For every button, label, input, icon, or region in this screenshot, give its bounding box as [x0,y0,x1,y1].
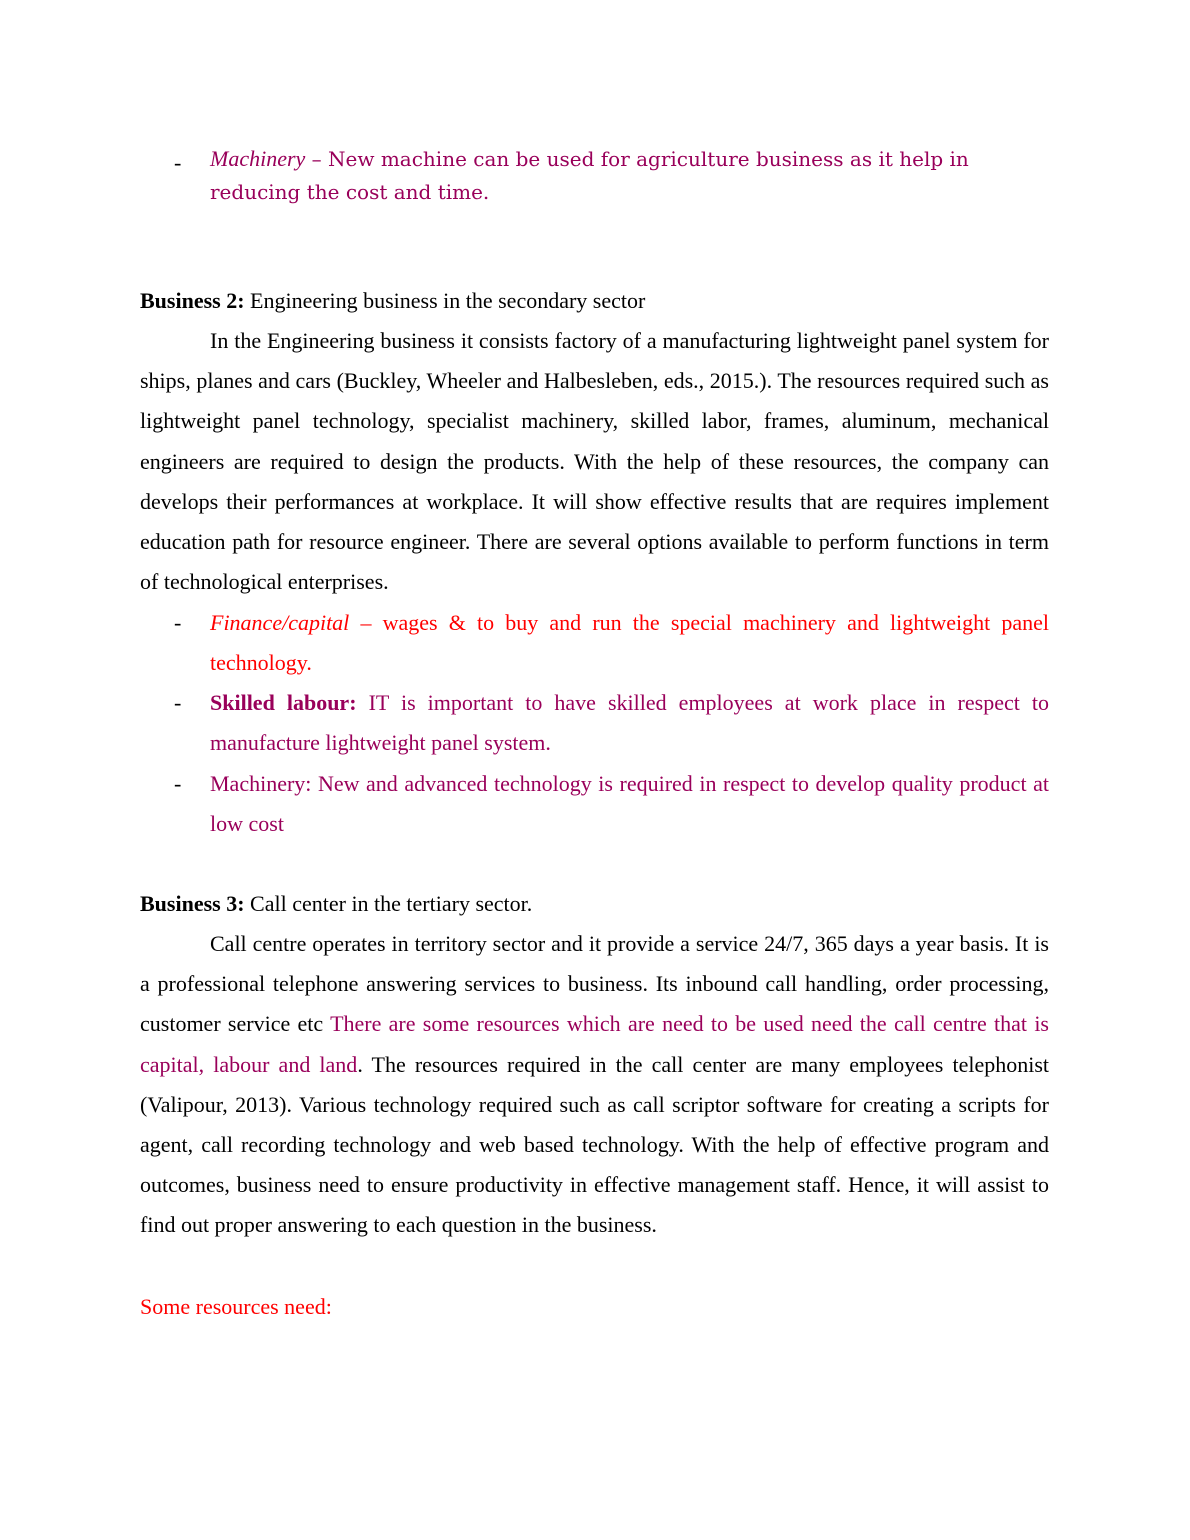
resources-heading [140,1287,1049,1327]
list-item-text [210,143,1049,208]
list-item-finance-capital [174,603,1049,683]
list-item-machinery-agriculture [174,143,1049,208]
list-item-text [210,764,1049,844]
business-3-paragraph-text [140,924,1049,1246]
resources-heading-text: Some resources need: [140,1294,332,1319]
business-2-title: Engineering business in the secondary sector [244,288,646,313]
business-2-heading [140,281,1049,321]
list-item-term: Machinery [210,146,306,171]
list-item-body: – New machine can be used for agriculture business as it help in reducing the cost and time. [210,147,969,204]
business-3-heading [140,884,1049,924]
list-item-body: Machinery: New and advanced technology is required in respect to develop quality product at low cost [210,771,1049,837]
list-item-skilled-labour [174,683,1049,763]
business-2-paragraph [140,321,1049,602]
list-item-term: Finance/capital [210,610,350,635]
business-3-title: Call center in the tertiary sector. [244,891,533,916]
business-3-paragraph [140,924,1049,1246]
business-3-paragraph-part-1: Call centre operates in territory sector and it provide a service 24/7, 365 days a year basis. It is a professional telephone answering services to business. Its inbound call handling, order processing, customer service etc [140,931,1049,1037]
list-marker: - [174,150,182,175]
list-marker: - [174,610,182,635]
list-item-term: Skilled labour: [210,690,357,715]
list-marker: - [174,771,182,796]
list-item-body: IT is important to have skilled employees at work place in respect to manufacture lightweight panel system. [210,690,1050,756]
list-item-body: – wages & to buy and run the special machinery and lightweight panel technology. [210,610,1049,676]
list-marker: - [174,690,182,715]
business-3-label: Business 3: [140,891,245,916]
business-3-paragraph-part-2: . The resources required in the call center are many employees telephonist (Valipour, 2013). Various technology required such as call scriptor software for creating a scripts for agent, call recording technology and web based technology. With the help of effective program and outcomes, business need to ensure productivity in effective management staff. Hence, it will assist to find out proper answering to each question in the business. [140,1051,1050,1238]
business-2-paragraph-text: In the Engineering business it consists factory of a manufacturing lightweight panel system for ships, planes and cars (Buckley, Wheeler and Halbesleben, eds., 2015.). The resources required such as lightweight panel technology, specialist machinery, skilled labor, frames, aluminum, mechanical engineers are required to design the products. With the help of these resources, the company can develops their performances at workplace. It will show effective results that are requires implement education path for resource engineer. There are several options available to perform functions in term of technological enterprises. [140,328,1049,595]
list-item-text [210,603,1049,683]
business-2-label: Business 2: [140,288,245,313]
business-3-paragraph-highlight: There are some resources which are need to be used need the call centre that is capital, labour and land [140,1011,1049,1077]
list-item-machinery-technology [174,764,1049,844]
list-item-text [210,683,1049,763]
